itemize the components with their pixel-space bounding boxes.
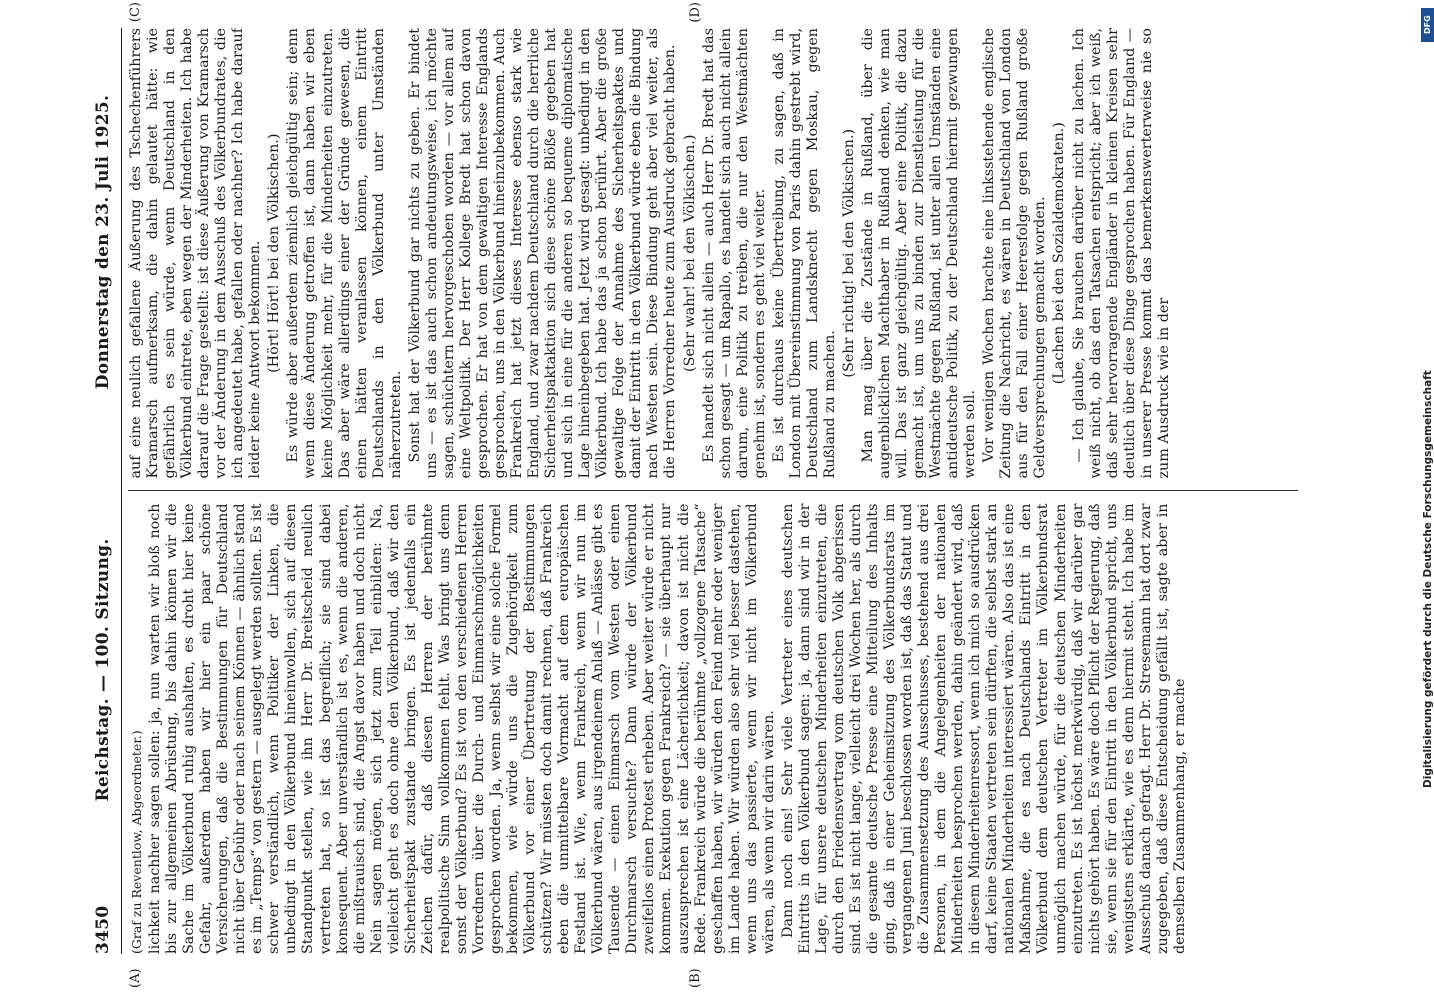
funding-notice: Digitalisierung gefördert durch die Deutsche Forschungsgemeinschaft xyxy=(1422,370,1434,788)
speaker-label: (Graf zu Reventlow, Abgeordneter.) xyxy=(129,730,144,954)
interjection: (Sehr richtig! bei den Völkischen.) xyxy=(840,128,857,378)
paragraph: Es handelt sich nicht allein — auch Herr Dr. Bredt hat das schon gesagt — um Rapallo, es handelt sich auch nicht allein darum, eine Politik zu treiben, die nur den Westmächten genehm ist, sondern es geht viel weiter. xyxy=(700,28,768,479)
paragraph: Dann noch eins! Sehr viele Vertreter eines deutschen Eintritts in den Völkerbund sagen: ja, dann sind wir in der Lage, für unsere deutschen Minderheiten einzutreten, die durch den Friedensvertrag vom deutschen Volk abgerissen sind. Es ist nicht lange, vielleicht drei Wochen her, als durch die gesamte deutsche Presse eine Mitteilung des Inhalts ging, daß in einer Geheimsitzung des Völkerbundsrats im vergangenen Juni beschlossen worden ist, daß das Statut und die Zusammensetzung des Ausschusses, bestehend aus drei Personen, in dem die Angelegenheiten der nationalen Minderheiten besprochen werden, dahin geändert wird, daß in diesem Minderheitenressort, wenn ich mich so ausdrücken darf, keine Staaten vertreten sein dürften, die selbst stark an nationalen Minderheiten interessiert wären. Also das ist eine Maßnahme, die es nach Deutschlands Eintritt in den Völkerbund dem deutschen Vertreter im Völkerbundsrat unmöglich machen würde, für die deutschen Minderheiten einzutreten. Es ist höchst merkwürdig, daß wir darüber gar nichts gehört haben. Es wäre doch Pflicht der Regierung, daß sie, wenn sie für den Eintritt in den Völkerbund spricht, uns wenigstens erklärte, wie es denn hiermit steht. Ich habe im Ausschuß danach gefragt. Herr Dr. Stresemann hat dort zwar zugegeben, daß diese Entscheidung gefällt ist, sagte aber in demselben Zusammenhang, er mache xyxy=(779,503,1188,954)
right-running-title: Donnerstag den 23. Juli 1925. xyxy=(93,94,113,390)
column-divider xyxy=(128,491,1298,492)
page-number: 3450 xyxy=(93,905,113,954)
margin-letter-b: (B) xyxy=(688,968,703,988)
document-page xyxy=(85,0,1315,1000)
paragraph: Es ist durchaus keine Übertreibung, zu sagen, daß in London mit Übereinstimmung von Paris dahin gestrebt wird, Deutschland zum Landsknecht gegen Moskau, gegen Rußland zu machen. xyxy=(770,28,838,479)
paragraph: auf eine neulich gefallene Äußerung des Tschechenführers Kramarsch aufmerksam, die dahin gelautet hätte: wie gefährlich es sein würde, wenn Deutschland in den Völkerbund eintrete, eben wegen der Minderheiten. Ich habe darauf die Frage gestellt: ist diese Äußerung von Kramarsch vor der Änderung in dem Ausschuß des Völkerbundrates, die ich angedeutet habe, gefallen oder nachher? Ich habe darauf leider keine Antwort bekommen. xyxy=(128,28,264,479)
paragraph: — Ich glaube, Sie brauchen darüber nicht zu lachen. Ich weiß nicht, ob das den Tatsachen entspricht; aber ich weiß, daß sehr hervorragende Engländer in kleinen Kreisen sehr deutlich über diese Dinge gesprochen haben. Für England — in unserer Presse kommt das bemerkenswerterweise nie so zum Ausdruck wie in der xyxy=(1070,28,1172,479)
interjection: (Hört! Hört! bei den Völkischen.) xyxy=(266,133,283,373)
paragraph: Es würde aber außerdem ziemlich gleichgültig sein; denn wenn diese Änderung getroffen ist, dann haben wir eben keine Möglichkeit mehr, für die Minderheiten einzutreten. Das aber wäre allerdings einer der Gründe gewesen, die einen hätten veranlassen können, einem Eintritt Deutschlands in den Völkerbund unter Umständen näherzutreten. xyxy=(285,28,404,479)
interjection: (Lachen bei den Sozialdemokraten.) xyxy=(1051,122,1068,385)
paragraph: Vor wenigen Wochen brachte eine linksstehende englische Zeitung die Nachricht, es wären in Deutschland von London aus für den Fall einer Heeresfolge gegen Rußland große Geldversprechungen gemacht worden. xyxy=(981,28,1049,479)
margin-letter-d: (D) xyxy=(688,2,703,23)
margin-letter-c: (C) xyxy=(128,2,143,23)
paragraph: lichkeit nachher sagen sollen: ja, nun warten wir bloß noch bis zur allgemeinen Abrüstung, bis dahin können wir die Sache im Völkerbund ruhig aushalten, es droht hier keine Gefahr, außerdem haben wir hier ein paar schöne Versicherungen, daß die Bestimmungen für Deutschland nicht über Gebühr oder nach seinem Können — ähnlich stand es im „Temps“ von gestern — ausgelegt werden sollten. Es ist schwer verständlich, wenn Politiker der Linken, die unbedingt in den Völkerbund hineinwollen, sich auf diesen Standpunkt stellen, wie ihn Herr Dr. Breitscheid neulich vertreten hat, so ist das begreiflich; sie sind dabei konsequent. Aber unverständlich ist es, wenn die anderen, die mißtrauisch sind, die Angst davor haben und doch nicht Nein sagen mögen, sich jetzt zum Teil einbilden: Na, vielleicht geht es doch ohne den Völkerbund, daß wir den Sicherheitspakt zustande bringen. Es ist jedenfalls ein Zeichen dafür, daß diesen Herren der berühmte realpolitische Sinn vollkommen fehlt. Was bringt uns denn sonst der Völkerbund? Es ist von den verschiedenen Herren Vorrednern über die Durch- und Einmarschmöglichkeiten gesprochen worden. Ja, wenn selbst wir eine solche Formel bekommen, wie würde uns die Zugehörigkeit zum Völkerbund vor einer Übertretung der Bestimmungen schützen? Wir müssten doch damit rechnen, daß Frankreich eben die unmittelbare Vormacht auf dem europäischen Festland ist. Wie, wenn Frankreich, wenn wir nun im Völkerbund wären, aus irgendeinem Anlaß — Anlässe gibt es Tausende — einen Einmarsch vom Westen oder einen Durchmarsch versuchte? Dann würde der Völkerbund zweifellos einen Protest erheben. Aber weiter würde er nicht kommen. Exekution gegen Frankreich? — sie überhaupt nur auszusprechen ist eine Lächerlichkeit; davon ist nicht die Rede. Frankreich würde die berühmte „vollzogene Tatsache“ geschaffen haben, wir würden den Feind mehr oder weniger im Lande haben. Wir würden also sehr viel besser dastehen, wenn uns das passierte, wenn wir nicht im Völkerbund wären, als wenn wir darin wären. xyxy=(147,503,777,954)
running-head xyxy=(93,28,122,954)
paragraph: Man mag über die Zustände in Rußland, über die augenblicklichen Machthaber in Rußland denken, wie man will. Das ist ganz gleichgültig. Aber eine Politik, die dazu gemacht ist, um uns zu binden zur Dienstleistung für die Westmächte gegen Rußland, ist unter allen Umständen eine antideutsche Politik, zu der Deutschland hiermit gezwungen werden soll. xyxy=(859,28,979,479)
margin-letter-a: (A) xyxy=(128,968,143,988)
left-column xyxy=(128,492,1298,955)
left-running-title: Reichstag. — 100. Sitzung. xyxy=(93,538,113,802)
right-column xyxy=(128,28,1298,491)
text-columns xyxy=(128,2,1298,988)
paragraph: Sonst hat der Völkerbund gar nichts zu geben. Er bindet uns — es ist das auch schon andeutungsweise, ich möchte sagen, schüchtern hervorgeschoben worden — vor allem auf eine Weltpolitik. Der Herr Kollege Bredt hat schon davon gesprochen. Er hat von dem gewaltigen Interesse Englands gesprochen, uns in den Völkerbund hineinzubekommen. Auch Frankreich hat jetzt dieses Interesse ebenso stark wie England, und zwar nachdem Deutschland durch die herrliche Sicherheitspaktaktion sich diese schöne Blöße gegeben hat und sich in eine für die anderen so bequeme diplomatische Lage hineinbegeben hat. Jetzt wird gesagt: unbedingt in den Völkerbund. Ich habe das ja schon berührt. Aber die große gewaltige Folge der Annahme des Sicherheitspaktes und damit der Eintritt in den Völkerbund würde eben die Bindung nach Westen sein. Diese Bindung geht aber viel weiter, als die Herren Vorredner heute zum Ausdruck gebracht haben. xyxy=(406,28,679,479)
interjection: (Sehr wahr! bei den Völkischen.) xyxy=(681,134,698,372)
digitisation-note xyxy=(1421,4,1434,996)
dfg-logo: DFG xyxy=(1421,8,1434,42)
